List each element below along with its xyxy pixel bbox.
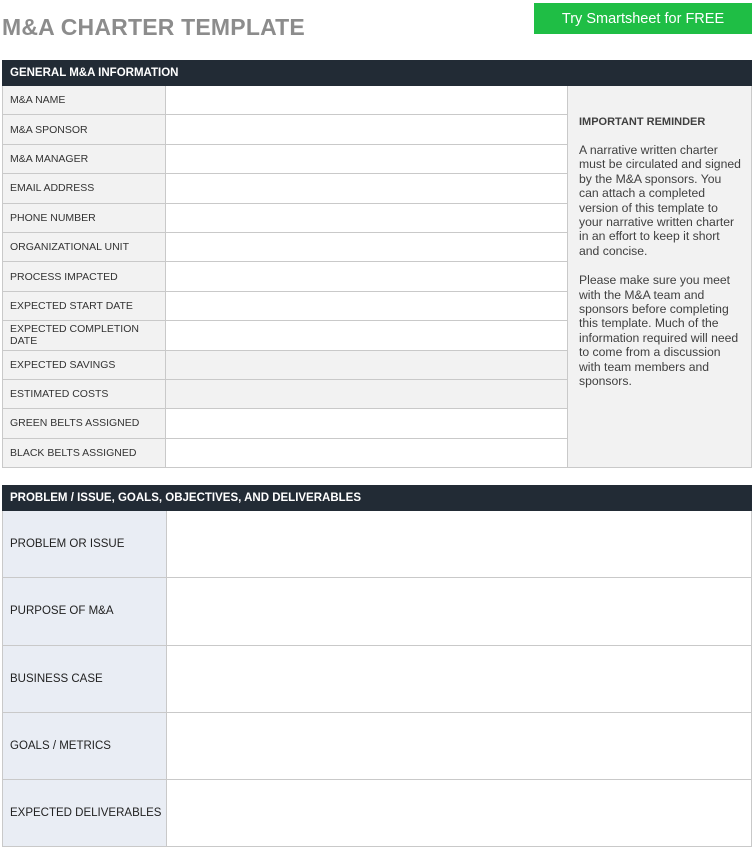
expected-completion-date-field[interactable] [166, 321, 567, 349]
table-row [2, 646, 752, 713]
organizational-unit-field[interactable] [166, 233, 567, 261]
table-row [2, 511, 752, 578]
table-row [2, 578, 752, 645]
process-impacted-field[interactable] [166, 262, 567, 290]
black-belts-field[interactable] [166, 439, 567, 467]
ma-name-field[interactable] [166, 86, 567, 114]
table-row [2, 713, 752, 780]
table-row [2, 262, 567, 291]
ma-manager-field[interactable] [166, 145, 567, 173]
expected-start-date-field[interactable] [166, 292, 567, 320]
table-row [2, 86, 567, 115]
purpose-field[interactable] [167, 578, 752, 644]
table-row [2, 351, 567, 380]
table-row [2, 321, 567, 350]
section-header-general: GENERAL M&A INFORMATION [2, 60, 752, 86]
ma-sponsor-field[interactable] [166, 115, 567, 143]
field-label: ESTIMATED COSTS [2, 380, 166, 408]
table-row [2, 439, 567, 468]
field-label: EXPECTED DELIVERABLES [2, 780, 167, 846]
estimated-costs-field[interactable] [166, 380, 567, 408]
table-row [2, 409, 567, 438]
problem-or-issue-field[interactable] [167, 511, 752, 577]
expected-savings-field[interactable] [166, 351, 567, 379]
goals-table [2, 511, 752, 847]
table-row [2, 780, 752, 847]
expected-deliverables-field[interactable] [167, 780, 752, 846]
table-row [2, 292, 567, 321]
goals-metrics-field[interactable] [167, 713, 752, 779]
field-label: EMAIL ADDRESS [2, 174, 166, 202]
field-label: EXPECTED START DATE [2, 292, 166, 320]
reminder-paragraph: Please make sure you meet with the M&A team and sponsors before completing this template. Much of the information required will need to come from a discussion with team members and sponsors. [579, 273, 739, 389]
table-row [2, 145, 567, 174]
table-row [2, 380, 567, 409]
email-address-field[interactable] [166, 174, 567, 202]
field-label: GOALS / METRICS [2, 713, 167, 779]
phone-number-field[interactable] [166, 204, 567, 232]
field-label: EXPECTED COMPLETION DATE [2, 321, 166, 349]
field-label: BUSINESS CASE [2, 646, 167, 712]
page-title: M&A CHARTER TEMPLATE [2, 14, 305, 40]
field-label: M&A NAME [2, 86, 166, 114]
field-label: PURPOSE OF M&A [2, 578, 167, 644]
general-info-table [2, 86, 567, 468]
field-label: EXPECTED SAVINGS [2, 351, 166, 379]
important-reminder-panel [567, 86, 752, 468]
reminder-paragraph: A narrative written charter must be circulated and signed by the M&A sponsors. You can attach a completed version of this template to your narrative written charter in an effort to keep it short and concise. [579, 143, 741, 258]
field-label: PROCESS IMPACTED [2, 262, 166, 290]
table-row [2, 233, 567, 262]
green-belts-field[interactable] [166, 409, 567, 437]
table-row [2, 174, 567, 203]
business-case-field[interactable] [167, 646, 752, 712]
field-label: BLACK BELTS ASSIGNED [2, 439, 166, 467]
field-label: M&A MANAGER [2, 145, 166, 173]
try-smartsheet-button[interactable]: Try Smartsheet for FREE [534, 3, 752, 34]
field-label: ORGANIZATIONAL UNIT [2, 233, 166, 261]
section-header-problem: PROBLEM / ISSUE, GOALS, OBJECTIVES, AND DELIVERABLES [2, 485, 752, 511]
field-label: PROBLEM OR ISSUE [2, 511, 167, 577]
table-row [2, 115, 567, 144]
reminder-title: IMPORTANT REMINDER [579, 116, 706, 128]
field-label: PHONE NUMBER [2, 204, 166, 232]
field-label: GREEN BELTS ASSIGNED [2, 409, 166, 437]
field-label: M&A SPONSOR [2, 115, 166, 143]
table-row [2, 204, 567, 233]
